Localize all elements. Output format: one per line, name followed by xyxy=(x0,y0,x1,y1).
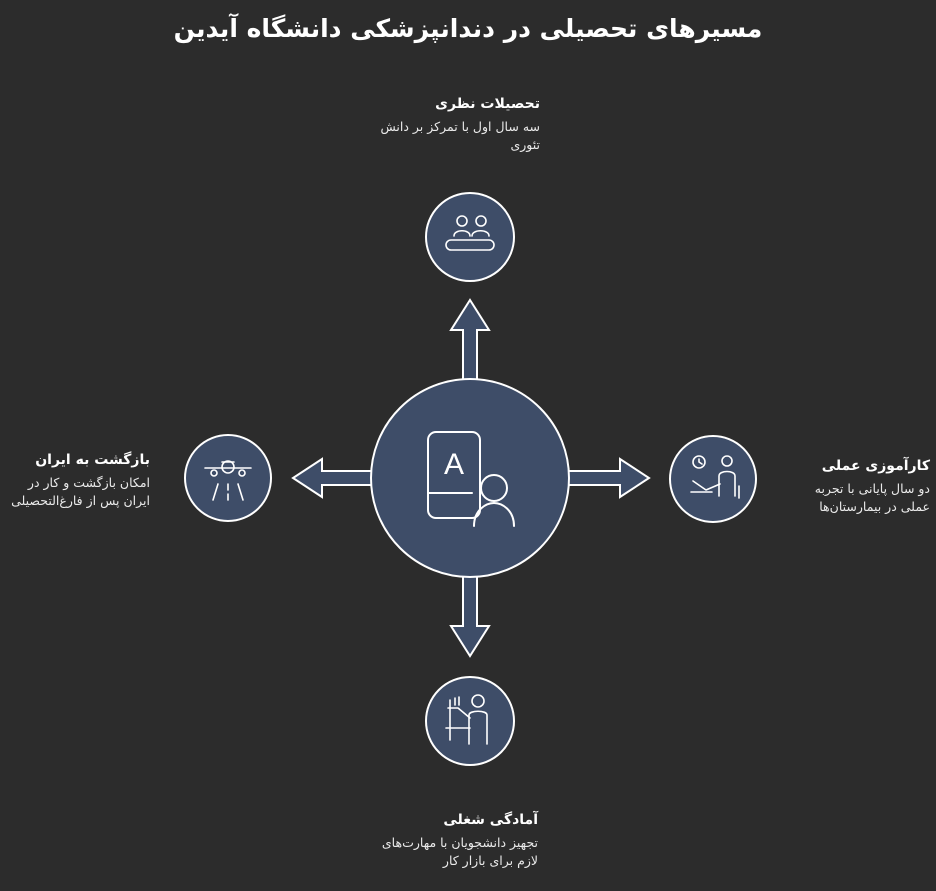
practical-internship-description: دو سال پایانی با تجربه عملی در بیمارستان‌ها xyxy=(814,481,930,514)
label-practical-internship xyxy=(790,456,930,516)
center-letter: A xyxy=(443,448,465,481)
page-title: مسیرهای تحصیلی در دندانپزشکی دانشگاه آیدین xyxy=(173,14,763,43)
return-to-iran-title: بازگشت به ایران xyxy=(35,452,150,468)
theoretical-studies-description: سه سال اول با تمرکز بر دانش تئوری xyxy=(380,119,540,152)
bottom-node xyxy=(426,677,514,765)
return-to-iran-description: امکان بازگشت و کار در ایران پس از فارغ‌التحصیلی xyxy=(11,475,150,508)
top-node xyxy=(426,193,514,281)
practical-internship-title: کارآموزی عملی xyxy=(821,458,930,474)
right-node xyxy=(670,436,756,522)
center-node xyxy=(371,379,569,577)
theoretical-studies-title: تحصیلات نظری xyxy=(435,96,540,112)
label-return-to-iran xyxy=(8,450,150,510)
label-career-readiness xyxy=(378,810,538,870)
label-theoretical-studies xyxy=(380,94,540,154)
career-readiness-description: تجهیز دانشجویان با مهارت‌های لازم برای بازار کار xyxy=(381,835,538,868)
left-node xyxy=(185,435,271,521)
career-readiness-title: آمادگی شغلی xyxy=(443,812,538,828)
